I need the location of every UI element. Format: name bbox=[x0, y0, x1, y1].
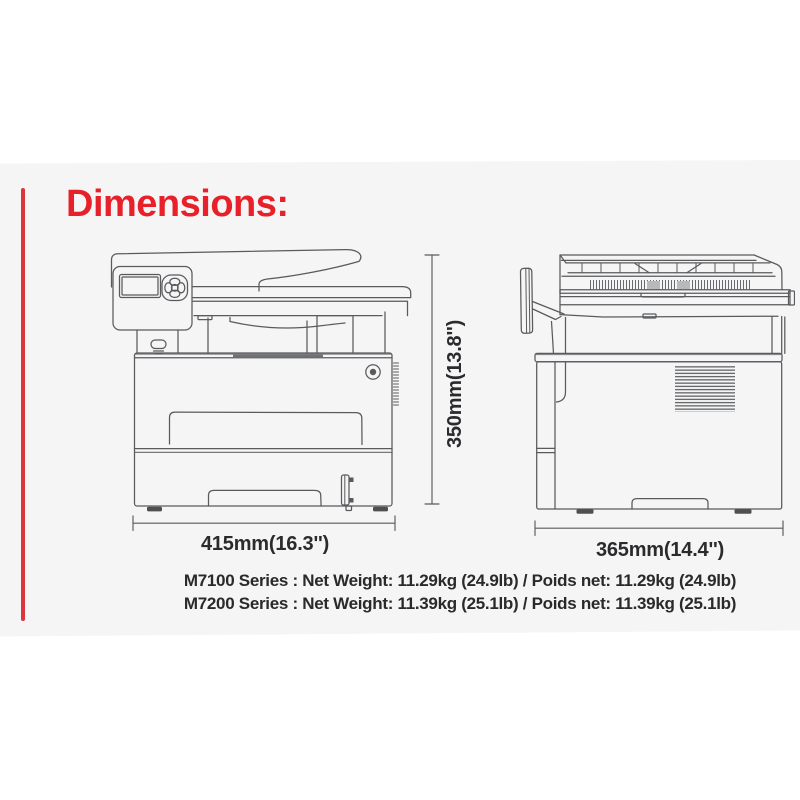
width-dimension-line bbox=[130, 514, 400, 532]
vent-grille bbox=[675, 365, 735, 412]
depth-dimension-line bbox=[532, 519, 788, 537]
page-title: Dimensions: bbox=[66, 183, 289, 225]
printer-front-view-drawing bbox=[95, 245, 440, 520]
red-accent-bar bbox=[21, 188, 25, 621]
printer-side-view-drawing bbox=[505, 245, 795, 520]
front-width-label: 415mm(16.3'') bbox=[200, 533, 330, 555]
front-height-label: 350mm(13.8'') bbox=[444, 319, 466, 449]
height-dimension-line bbox=[425, 255, 439, 504]
side-depth-label: 365mm(14.4'') bbox=[595, 539, 725, 561]
weight-specs bbox=[120, 570, 800, 615]
spec-line-m7200: M7200 Series : Net Weight: 11.39kg (25.1lb) / Poids net: 11.39kg (25.1lb) bbox=[183, 593, 737, 613]
spec-line-m7100: M7100 Series : Net Weight: 11.29kg (24.9lb) / Poids net: 11.29kg (24.9lb) bbox=[183, 571, 737, 590]
